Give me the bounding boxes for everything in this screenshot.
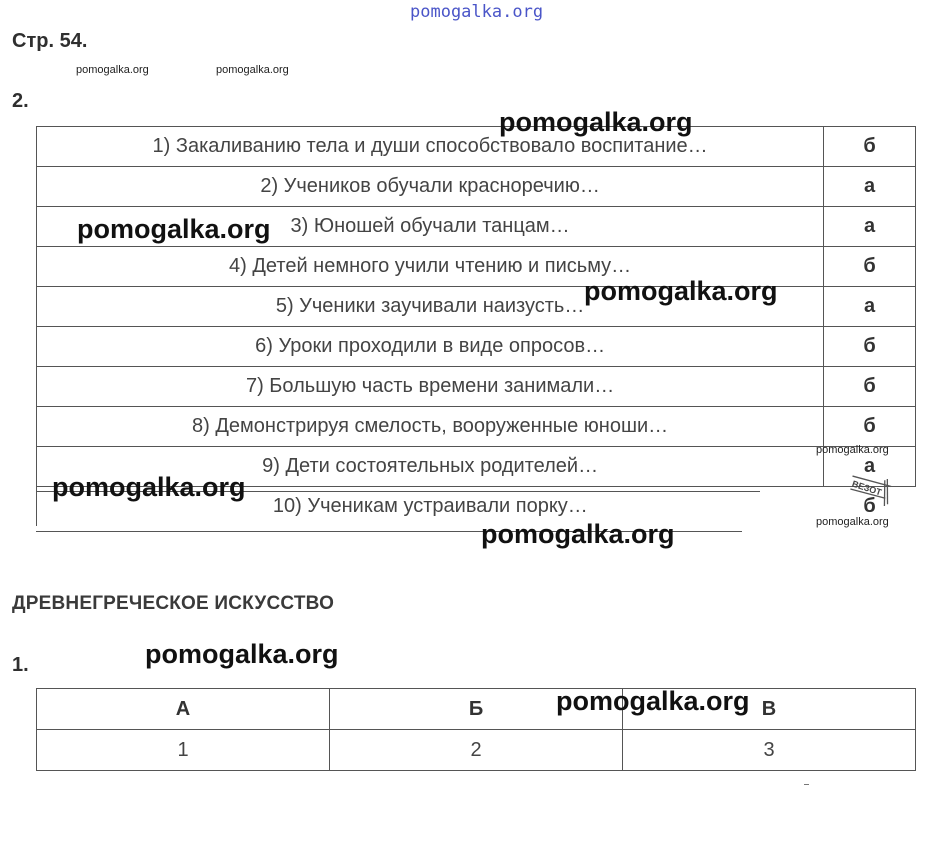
table-row: [37, 730, 916, 771]
answer-cell: а: [824, 167, 916, 207]
value-cell: 1: [37, 730, 330, 771]
watermark-large: pomogalka.org: [145, 639, 339, 669]
watermark-small: pomogalka.org: [76, 64, 149, 76]
task-2-number: 2.: [12, 90, 29, 112]
table-row: [37, 247, 916, 287]
table-row: [37, 367, 916, 407]
table-row: [37, 327, 916, 367]
answer-cell: а: [824, 287, 916, 327]
question-cell: 8) Демонстрируя смелость, вооруженные юноши…: [37, 407, 824, 447]
answers-table: [36, 126, 916, 526]
value-cell: 2: [330, 730, 623, 771]
watermark-large: pomogalka.org: [499, 107, 693, 137]
watermark-top: pomogalka.org: [410, 2, 544, 22]
question-cell: 9) Дети состоятельных родителей…: [37, 447, 824, 487]
table-header-row: [37, 689, 916, 730]
watermark-large: pomogalka.org: [481, 519, 675, 549]
question-cell: 10) Ученикам устраивали порку…: [37, 487, 824, 527]
header-cell: В: [623, 689, 916, 730]
answer-cell: б: [824, 327, 916, 367]
question-cell: 6) Уроки проходили в виде опросов…: [37, 327, 824, 367]
watermark-large: pomogalka.org: [52, 472, 246, 502]
table-row: [37, 127, 916, 167]
question-cell: 1) Закаливанию тела и души способствовало воспитание…: [37, 127, 824, 167]
question-cell: 4) Детей немного учили чтению и письму…: [37, 247, 824, 287]
table-row: [37, 167, 916, 207]
header-cell: Б: [330, 689, 623, 730]
watermark-small: pomogalka.org: [816, 444, 889, 456]
answer-cell: б: [824, 407, 916, 447]
question-cell: 7) Большую часть времени занимали…: [37, 367, 824, 407]
section-title: ДРЕВНЕГРЕЧЕСКОЕ ИСКУССТВО: [12, 593, 335, 614]
question-cell: 3) Юношей обучали танцам…: [37, 207, 824, 247]
art-table: [36, 688, 916, 771]
stamp-icon: [846, 468, 894, 506]
watermark-large: pomogalka.org: [556, 686, 750, 716]
table-row: [37, 287, 916, 327]
stray-mark: [804, 784, 809, 785]
watermark-small: pomogalka.org: [816, 516, 889, 528]
svg-text:ВЕЗОТ: ВЕЗОТ: [850, 478, 883, 498]
task-1-number: 1.: [12, 654, 29, 676]
table-row: [37, 407, 916, 447]
answer-cell: б: [824, 127, 916, 167]
question-cell: 2) Учеников обучали красноречию…: [37, 167, 824, 207]
question-cell: 5) Ученики заучивали наизусть…: [37, 287, 824, 327]
answer-cell: а: [824, 447, 916, 487]
answer-cell: а: [824, 207, 916, 247]
watermark-large: pomogalka.org: [584, 276, 778, 306]
answer-cell: б: [824, 367, 916, 407]
answer-cell: б: [824, 247, 916, 287]
answer-cell: б: [824, 487, 916, 527]
watermark-large: pomogalka.org: [77, 214, 271, 244]
page-heading: Стр. 54.: [12, 30, 88, 52]
header-cell: А: [37, 689, 330, 730]
value-cell: 3: [623, 730, 916, 771]
watermark-small: pomogalka.org: [216, 64, 289, 76]
